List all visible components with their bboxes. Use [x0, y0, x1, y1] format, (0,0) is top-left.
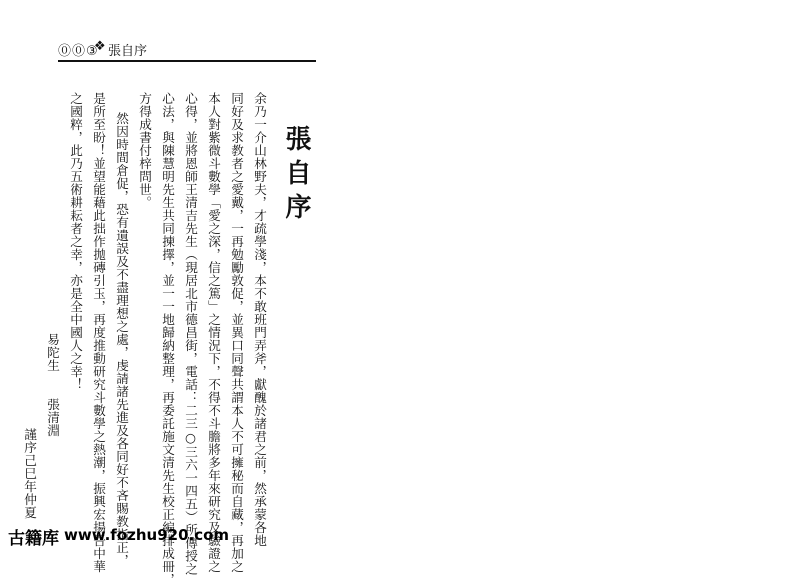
signature-date: 謹序己巳年仲夏: [22, 428, 37, 519]
footer-logo: 古籍库: [8, 529, 59, 549]
body-column-5: 心法，與陳慧明先生共同揀擇，並一一地歸納整理，再委託施文清先生校正編排成冊，: [160, 92, 175, 586]
body-column-9: 之國粹，此乃五術耕耘者之幸，亦是全中國人之幸！: [68, 92, 83, 391]
page-header: [58, 38, 316, 60]
preface-title: 張自序: [281, 125, 311, 227]
body-column-7: 然因時間倉促，恐有遺誤及不盡理想之處，虔請諸先進及各同好不吝賜教指正，: [114, 112, 129, 567]
diamond-ornament-icon: ❖: [94, 39, 106, 54]
footer-url: www.fozhu920.com: [64, 526, 230, 544]
footer-watermark: [0, 520, 793, 552]
body-column-2: 同好及求教者之愛戴，一再勉勵敦促，並異口同聲共謂本人不可擁秘而自藏，再加之: [229, 92, 244, 573]
page-number: ⓪⓪③: [58, 44, 99, 59]
header-rule: [58, 60, 316, 62]
body-column-3: 本人對紫微斗數學「愛之深，信之篤」之情況下，不得不斗膽將多年來研究及驗證之: [206, 92, 221, 573]
body-column-1: 余乃一介山林野夫，才疏學淺，本不敢班門弄斧，獻醜於諸君之前，然承蒙各地: [252, 92, 267, 547]
body-column-8: 是所至盼！並望能藉此拙作拋磚引玉，再度推動研究斗數學之熱潮，振興宏揚吾中華: [91, 92, 106, 573]
body-column-4: 心得，並將恩師王清吉先生（現居北市德昌街，電話：二三○三六一四五）所傳授之: [183, 92, 198, 576]
signature-name: 易陀生 張清淵: [45, 333, 60, 437]
body-column-6: 方得成書付梓問世。: [137, 92, 152, 209]
running-title: 張自序: [108, 44, 148, 59]
